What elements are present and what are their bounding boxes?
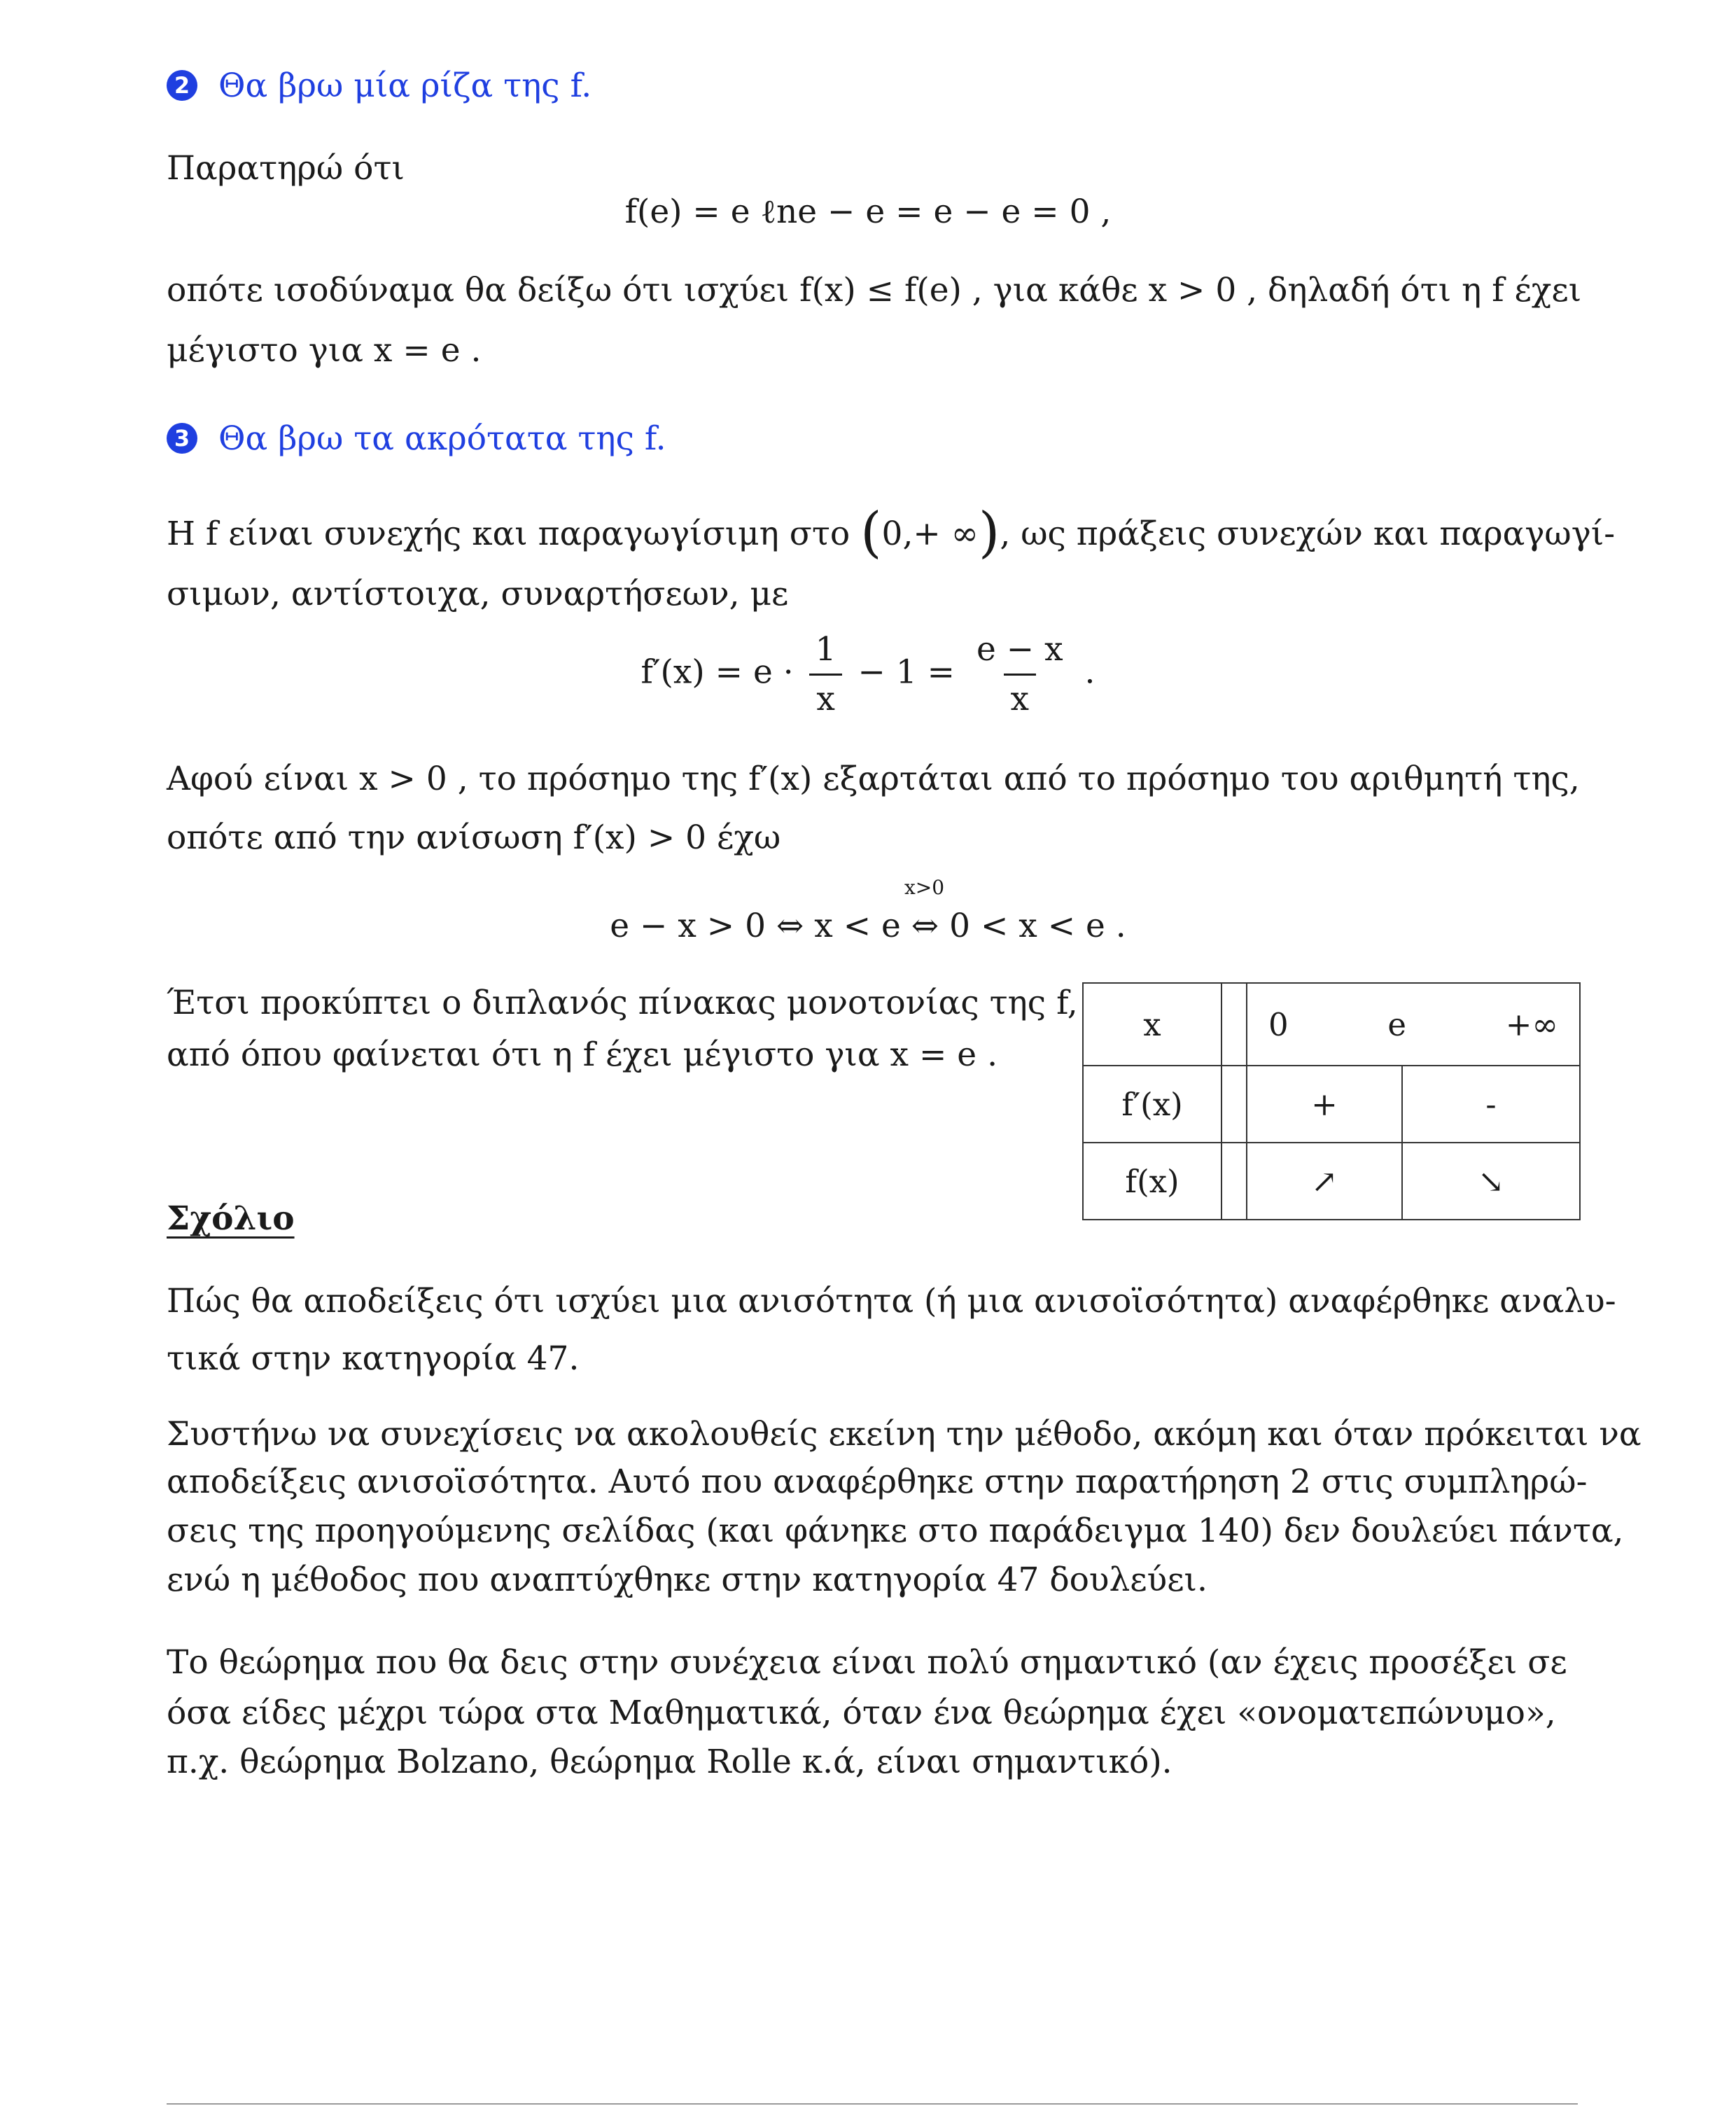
comment-p2-line4: ενώ η μέθοδος που αναπτύχθηκε στην κατηγορία 47 δουλεύει.	[167, 1561, 1208, 1599]
comment-p1-line2: τικά στην κατηγορία 47.	[167, 1339, 580, 1378]
x-value-e: e	[1387, 1005, 1407, 1043]
x-value-infinity: +∞	[1505, 1005, 1558, 1043]
row-label-derivative: f′(x)	[1083, 1066, 1222, 1143]
derivative-lhs: f′(x) = e ·	[640, 653, 794, 692]
paragraph-continuity-line2: σιμων, αντίστοιχα, συναρτήσεων, με	[167, 575, 789, 613]
x-values-cell	[1247, 983, 1580, 1066]
table-separator-cell	[1222, 983, 1247, 1066]
table-separator-cell	[1222, 1143, 1247, 1220]
left-paren: (	[860, 501, 882, 564]
fraction-e-minus-x-over-x	[969, 630, 1070, 719]
monotonicity-table	[1082, 982, 1581, 1220]
derivative-sign-positive: +	[1247, 1066, 1402, 1143]
step3-title: Θα βρω τα ακρότατα της f.	[218, 419, 666, 458]
paragraph-observe: Παρατηρώ ότι	[167, 149, 405, 188]
step3-heading	[167, 410, 666, 468]
comment-p3-line1: Το θεώρημα που θα δεις στην συνέχεια είναι πολύ σημαντικό (αν έχεις προσέξει σε	[167, 1643, 1567, 1682]
equation-inequality: e − x > 0 ⇔ x < e ⇔ 0 < x < e .	[610, 907, 1126, 945]
paragraph-table-intro-line2: από όπου φαίνεται ότι η f έχει μέγιστο για x = e .	[167, 1035, 998, 1074]
table-row-x	[1083, 983, 1580, 1066]
step2-heading	[167, 57, 592, 115]
decreasing-arrow-icon: ↘	[1402, 1143, 1580, 1220]
paragraph-sign-line1: Αφού είναι x > 0 , το πρόσημο της f′(x) εξαρτάται από το πρόσημο του αριθμητή της,	[167, 760, 1580, 798]
equation-derivative	[0, 630, 1736, 719]
comment-heading: Σχόλιο	[167, 1199, 295, 1238]
step3-number-badge: 3	[167, 423, 197, 454]
step2-title: Θα βρω μία ρίζα της f.	[218, 67, 592, 105]
fraction2-numerator: e − x	[976, 630, 1063, 669]
comment-p3-line2: όσα είδες μέχρι τώρα στα Μαθηματικά, όταν ένα θεώρημα έχει «ονοματεπώνυμο»,	[167, 1694, 1556, 1732]
fraction1-numerator: 1	[815, 630, 836, 669]
paragraph-equivalent-line2: μέγιστο για x = e .	[167, 331, 482, 370]
derivative-mid: − 1 =	[858, 653, 955, 692]
continuity-text-b: , ως πράξεις συνεχών και παραγωγί-	[1000, 515, 1616, 553]
footer-divider	[167, 2103, 1578, 2105]
continuity-text-a: Η f είναι συνεχής και παραγωγίσιμη στο	[167, 515, 850, 553]
fraction2-denominator: x	[1004, 674, 1037, 719]
comment-p2-line3: σεις της προηγούμενης σελίδας (και φάνηκε στο παράδειγμα 140) δεν δουλεύει πάντα,	[167, 1512, 1624, 1550]
row-label-function: f(x)	[1083, 1143, 1222, 1220]
paragraph-sign-line2: οπότε από την ανίσωση f′(x) > 0 έχω	[167, 818, 781, 857]
table-separator-cell	[1222, 1066, 1247, 1143]
row-label-x: x	[1083, 983, 1222, 1066]
fraction-one-over-x	[808, 630, 844, 719]
equation-f-of-e: f(e) = e ℓne − e = e − e = 0 ,	[624, 193, 1112, 231]
table-row-derivative	[1083, 1066, 1580, 1143]
x-value-zero: 0	[1268, 1005, 1289, 1043]
step2-number-badge: 2	[167, 70, 197, 101]
comment-p1-line1: Πώς θα αποδείξεις ότι ισχύει μια ανισότητα (ή μια ανισοϊσότητα) αναφέρθηκε αναλυ-	[167, 1282, 1616, 1320]
right-paren: )	[978, 501, 1000, 564]
comment-p2-line2: αποδείξεις ανισοϊσότητα. Αυτό που αναφέρθηκε στην παρατήρηση 2 στις συμπληρώ-	[167, 1463, 1588, 1501]
equivalence-condition: x>0	[904, 876, 945, 899]
comment-p3-line3: π.χ. θεώρημα Bolzano, θεώρημα Rolle κ.ά, είναι σημαντικό).	[167, 1743, 1172, 1781]
comment-p2-line1: Συστήνω να συνεχίσεις να ακολουθείς εκείνη την μέθοδο, ακόμη και όταν πρόκειται να	[167, 1415, 1642, 1453]
paragraph-continuity-line1	[167, 501, 1616, 564]
table-row-function	[1083, 1143, 1580, 1220]
paragraph-table-intro-line1: Έτσι προκύπτει ο διπλανός πίνακας μονοτονίας της f,	[167, 984, 1078, 1022]
interval: 0,+ ∞	[881, 515, 979, 553]
derivative-end: .	[1084, 653, 1096, 692]
paragraph-equivalent-line1: οπότε ισοδύναμα θα δείξω ότι ισχύει f(x) ≤ f(e) , για κάθε x > 0 , δηλαδή ότι η f έχει	[167, 271, 1582, 309]
derivative-sign-negative: -	[1402, 1066, 1580, 1143]
fraction1-denominator: x	[809, 674, 842, 719]
increasing-arrow-icon: ↗	[1247, 1143, 1402, 1220]
